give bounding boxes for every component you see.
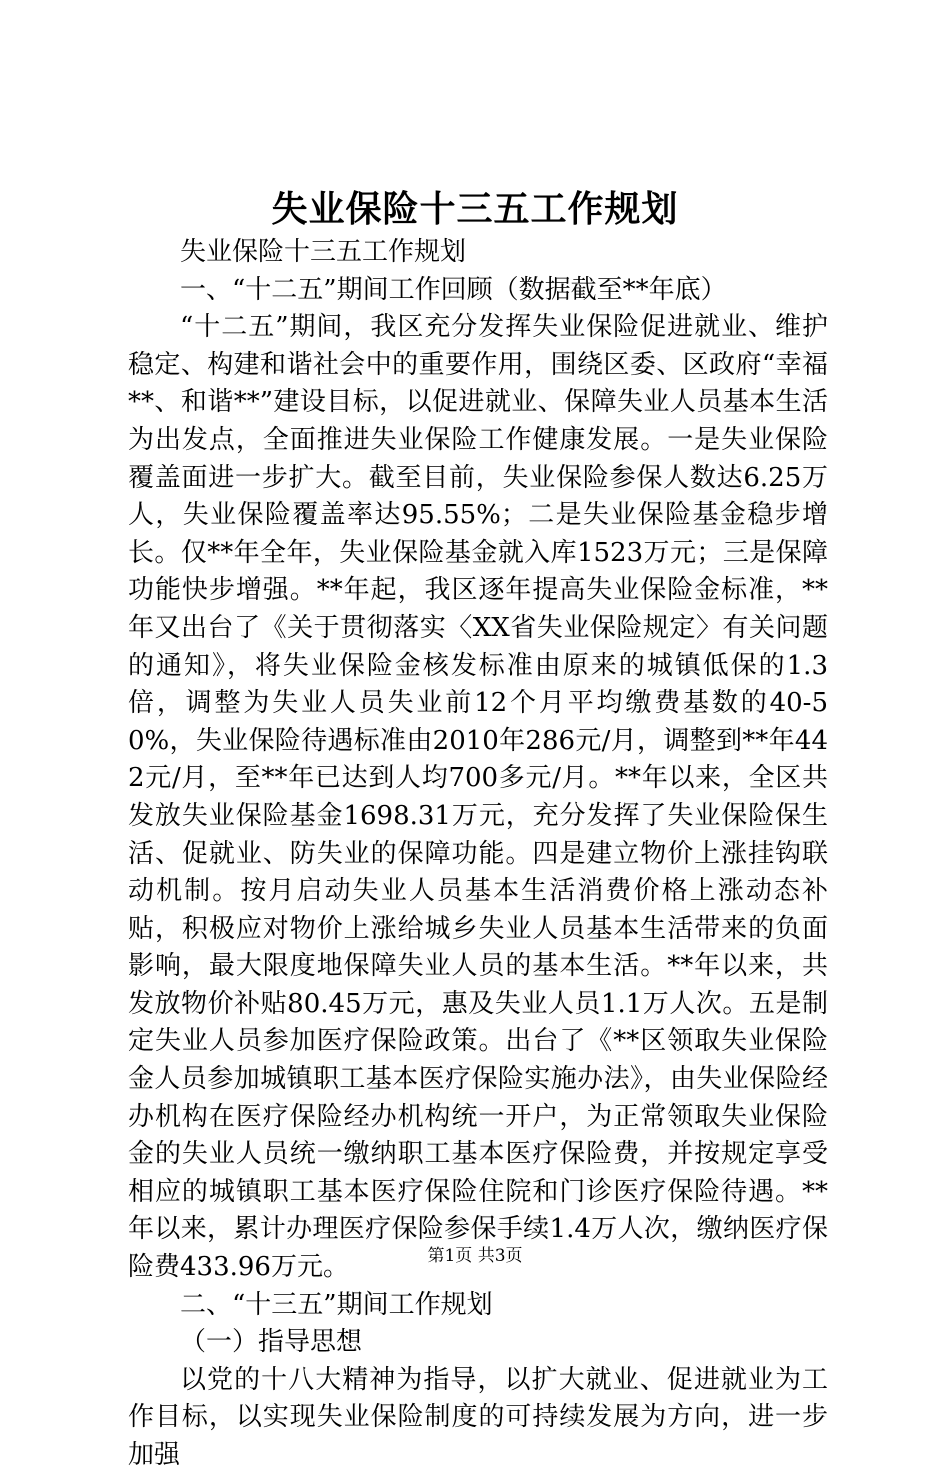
paragraph-review: “十二五”期间，我区充分发挥失业保险促进就业、维护稳定、构建和谐社会中的重要作用，围绕区委、区政府“幸福**、和谐**”建设目标，以促进就业、保障失业人员基本生活为出发点，全面推进失业保险工作健康发展。一是失业保险覆盖面进一步扩大。截至目前，失业保险参保人数达6.25万人，失业保险覆盖率达95.55%；二是失业保险基金稳步增长。仅**年全年，失业保险基金就入库1523万元；三是保障功能快步增强。**年起，我区逐年提高失业保险金标准，**年又出台了《关于贯彻落实〈XX省失业保险规定〉有关问题的通知》，将失业保险金核发标准由原来的城镇低保的1.3倍，调整为失业人员失业前12个月平均缴费基数的40-50%，失业保险待遇标准由2010年286元/月，调整到**年442元/月，至**年已达到人均700多元/月。**年以来，全区共发放失业保险基金1698.31万元，充分发挥了失业保险保生活、促就业、防失业的保障功能。四是建立物价上涨挂钩联动机制。按月启动失业人员基本生活消费价格上涨动态补贴，积极应对物价上涨给城乡失业人员基本生活带来的负面影响，最大限度地保障失业人员的基本生活。**年以来，共发放物价补贴80.45万元，惠及失业人员1.1万人次。五是制定失业人员参加医疗保险政策。出台了《**区领取失业保险金人员参加城镇职工基本医疗保险实施办法》，由失业保险经办机构在医疗保险经办机构统一开户，为正常领取失业保险金的失业人员统一缴纳职工基本医疗保险费，并按规定享受相应的城镇职工基本医疗保险住院和门诊医疗保险待遇。**年以来，累计办理医疗保险参保手续1.4万人次，缴纳医疗保险费433.96万元。	[128, 312, 828, 1283]
page-footer: 第1页 共3页	[427, 1246, 523, 1266]
document-body	[128, 234, 828, 1475]
paragraph-subtitle: 失业保险十三五工作规划	[180, 237, 467, 267]
section-heading-review: 一、“十二五”期间工作回顾（数据截至**年底）	[180, 274, 727, 305]
subsection-heading-guiding-thought: （一）指导思想	[180, 1327, 363, 1358]
section-heading-plan: 二、“十三五”期间工作规划	[180, 1289, 493, 1320]
paragraph-guiding-thought: 以党的十八大精神为指导，以扩大就业、促进就业为工作目标，以实现失业保险制度的可持续发展为方向，进一步加强	[128, 1364, 828, 1470]
document-title: 失业保险十三五工作规划	[271, 189, 679, 230]
